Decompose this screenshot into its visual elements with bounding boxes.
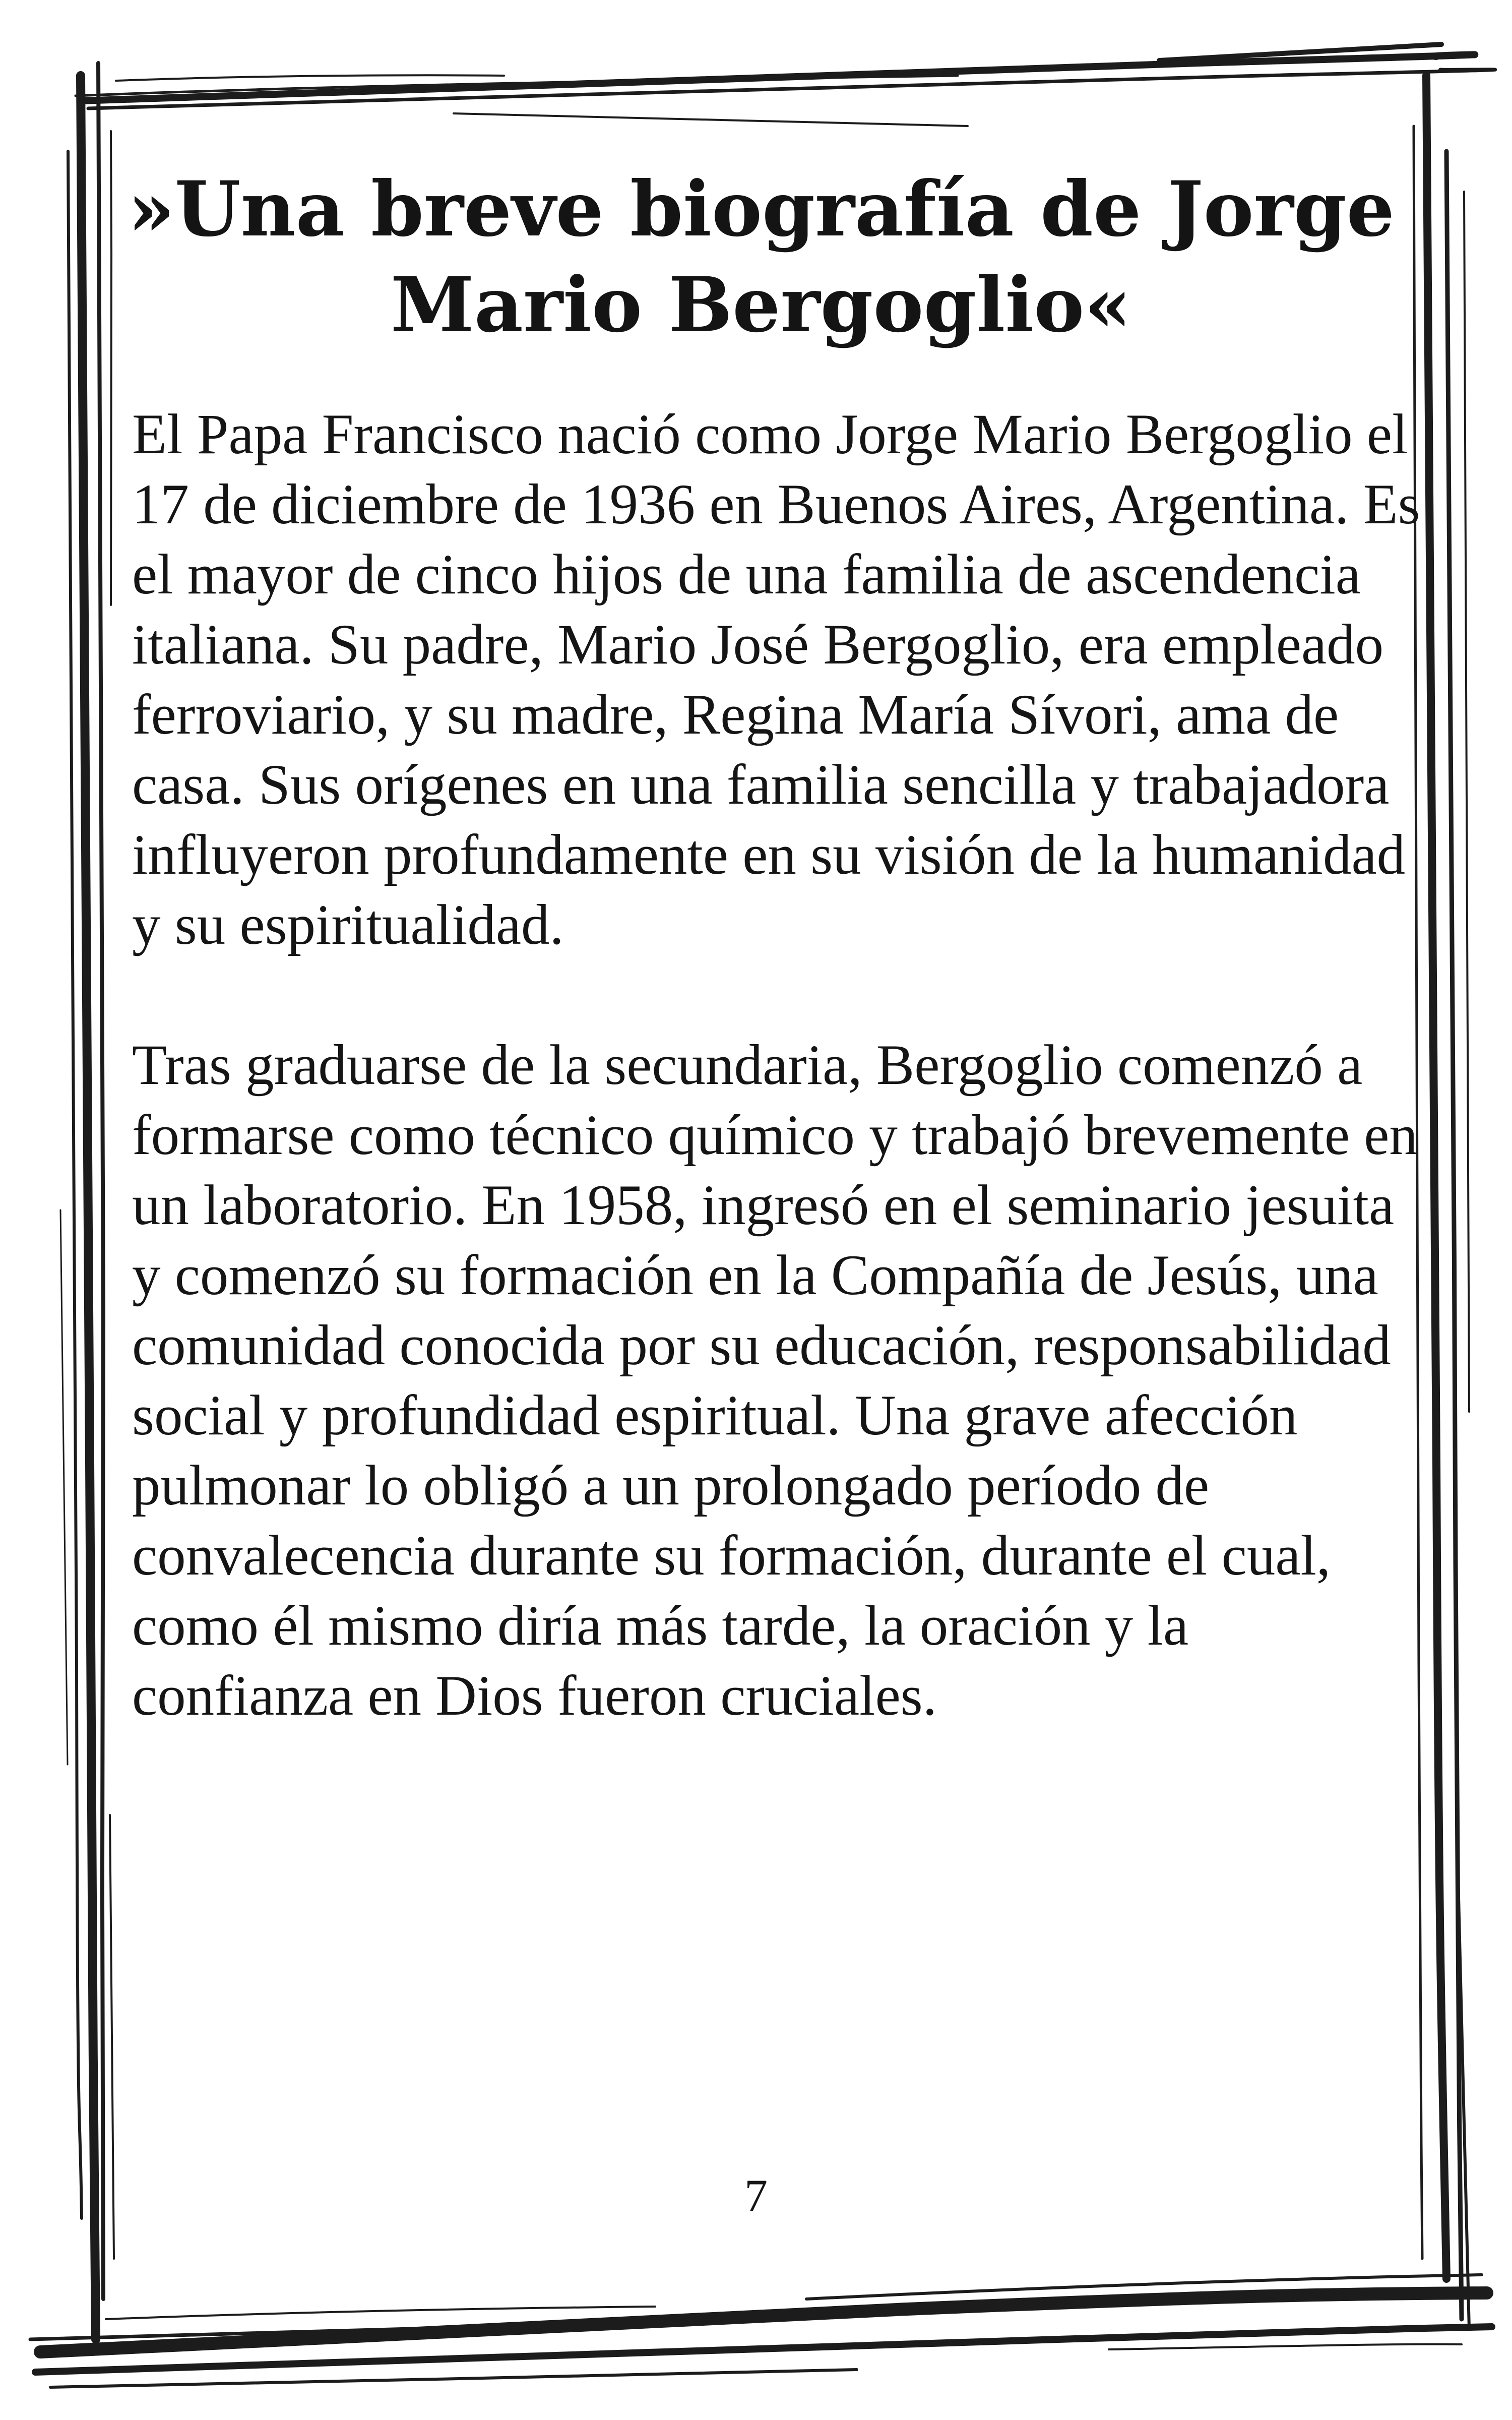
top-border-strokes — [76, 44, 1495, 126]
page-title: »Una breve biografía de Jorge Mario Bergoglio« — [127, 165, 1395, 349]
paragraph-early-life: El Papa Francisco nació como Jorge Mario Bergoglio el 17 de diciembre de 1936 en Buenos Aires, Argentina. Es el mayor de cinco hijos de una familia de ascendencia italiana. Su padre, Mario José Bergoglio, era empleado ferroviario, y su madre, Regina María Sívori, ama de casa. Sus orígenes en una familia sencilla y trabajadora influyeron profundamente en su visión de la humanidad y su espiritualidad. — [132, 403, 1420, 956]
left-border-strokes — [60, 63, 114, 2339]
bottom-border-strokes — [30, 2275, 1492, 2387]
page-number: 7 — [744, 2170, 768, 2221]
paragraph-formation: Tras graduarse de la secundaria, Bergoglio comenzó a formarse como técnico químico y trabajó brevemente en un laboratorio. En 1958, ingresó en el seminario jesuita y comenzó su formación en la Compañía de Jesús, una comunidad conocida por su educación, responsabilidad social y profundidad espiritual. Una grave afección pulmonar lo obligó a un prolongado período de convalecencia durante su formación, durante el cual, como él mismo diría más tarde, la oración y la confianza en Dios fueron cruciales. — [132, 1034, 1418, 1727]
body-text — [132, 399, 1422, 1731]
paragraph-spacer — [132, 960, 1422, 1030]
